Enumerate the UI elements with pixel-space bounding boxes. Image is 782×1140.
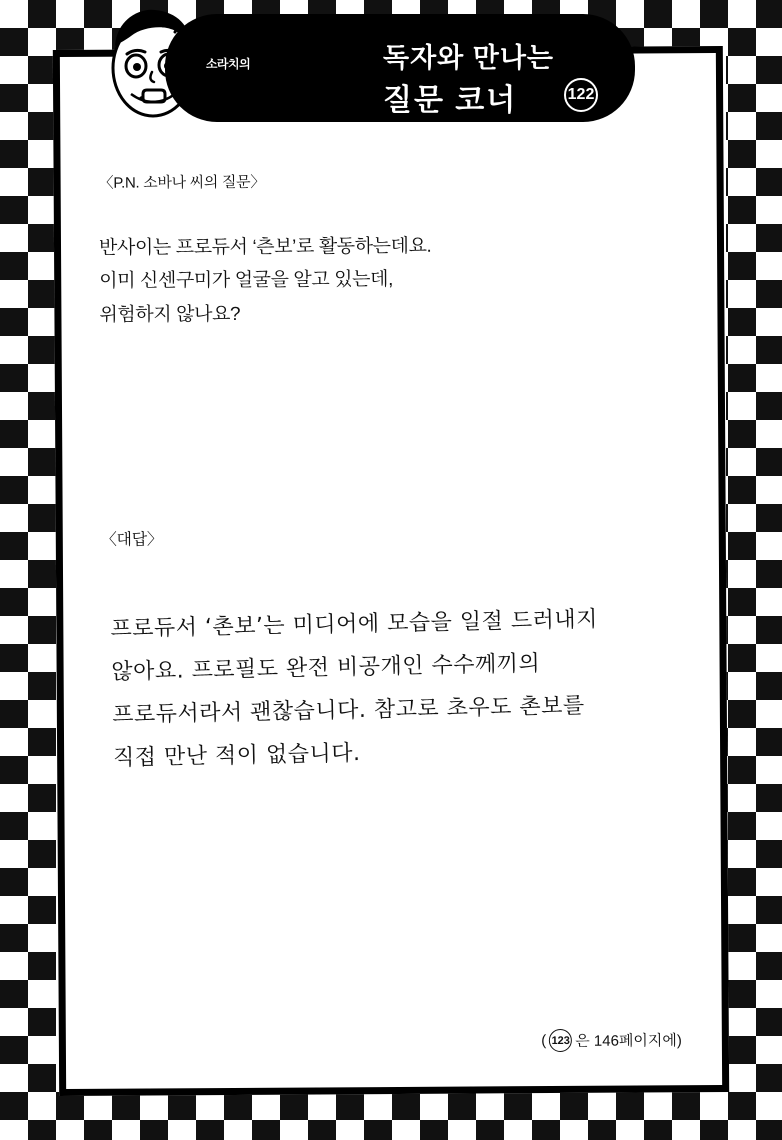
answer-label: 〈대답〉	[100, 531, 163, 549]
content-panel	[53, 46, 729, 1096]
answer-line: 프로듀서라서 괜찮습니다. 참고로 초우도 촌보를	[111, 693, 585, 728]
footer-prefix: (	[541, 1032, 547, 1050]
header-banner	[165, 14, 635, 122]
corner-number-badge: 122	[564, 78, 598, 112]
panel-content	[60, 53, 722, 1089]
question-body	[99, 228, 680, 331]
footer-note	[541, 1028, 682, 1052]
question-line: 이미 신센구미가 얼굴을 알고 있는데,	[99, 269, 394, 293]
banner-pretitle: 소라치의	[205, 57, 251, 71]
banner-title-line2: 질문 코너	[383, 84, 518, 117]
footer-text: 은 146페이지에)	[575, 1032, 682, 1050]
answer-line: 프로듀서 ‘촌보’는 미디어에 모습을 일절 드러내지	[110, 607, 599, 642]
footer-circle-number: 123	[549, 1029, 572, 1052]
question-label: 〈P.N. 소바나 씨의 질문〉	[98, 173, 266, 192]
answer-body	[110, 597, 713, 781]
question-line: 반사이는 프로듀서 ‘츤보’로 활동하는데요.	[98, 235, 432, 259]
header-banner-inner	[165, 14, 635, 122]
answer-line: 않아요. 프로필도 완전 비공개인 수수께끼의	[111, 651, 541, 685]
banner-title-line1: 독자와 만나는	[383, 43, 554, 73]
answer-line: 직접 만난 적이 없습니다.	[112, 740, 361, 771]
question-line: 위험하지 않나요?	[99, 303, 241, 326]
